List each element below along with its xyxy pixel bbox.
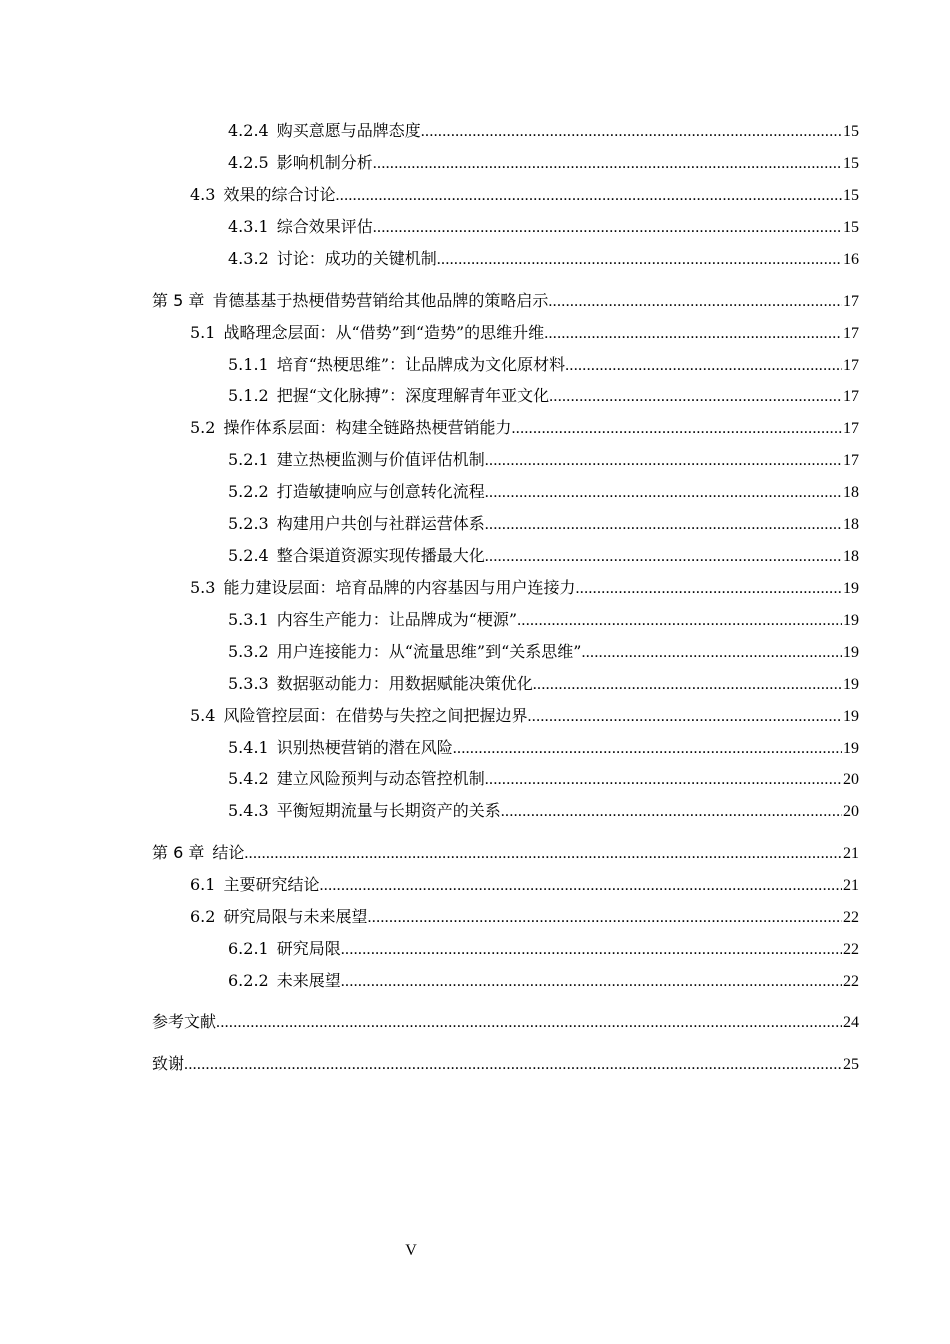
toc-entry-number: 5.2.1 [228,450,269,469]
toc-entry-page: 22 [843,973,859,990]
toc-dot-leader [373,152,842,175]
toc-entry-number: 5.2 [190,418,216,437]
toc-entry[interactable] [152,289,859,313]
toc-entry[interactable] [190,321,859,345]
toc-dot-leader [485,545,842,568]
toc-entry[interactable] [228,151,859,175]
toc-entry-title: 建立风险预判与动态管控机制 [276,769,485,788]
toc-entry-number: 4.3.2 [228,249,269,268]
toc-entry-page: 17 [843,452,859,469]
toc-entry-number: 5.4.1 [228,738,269,757]
toc-entry-title: 用户连接能力：从“流量思维”到“关系思维” [276,642,582,661]
toc-dot-leader [184,1053,842,1076]
toc-entry-page: 18 [843,484,859,501]
toc-entry-page: 20 [843,771,859,788]
toc-entry-number: 5.1.2 [228,386,269,405]
toc-entry[interactable] [228,767,859,791]
toc-dot-leader [437,248,842,271]
toc-entry-title: 内容生产能力：让品牌成为“梗源” [276,610,518,629]
toc-entry[interactable] [228,119,859,143]
toc-dot-leader [421,120,842,143]
toc-entry[interactable] [190,905,859,929]
toc-entry[interactable] [228,969,859,993]
page-number: V [405,1242,417,1259]
toc-entry-page: 15 [843,155,859,172]
toc-entry-number: 5.3.2 [228,642,269,661]
toc-entry-title: 操作体系层面：构建全链路热梗营销能力 [223,418,512,437]
toc-entry-page: 17 [843,325,859,342]
toc-entry-number: 4.3 [190,185,216,204]
toc-entry[interactable] [228,544,859,568]
toc-entry-title: 参考文献 [152,1012,217,1031]
toc-dot-leader [341,970,842,993]
toc-entry-number: 4.3.1 [228,217,269,236]
toc-dot-leader [373,216,842,239]
toc-entry-page: 18 [843,548,859,565]
toc-entry-title: 购买意愿与品牌态度 [276,121,421,140]
toc-dot-leader [575,577,842,600]
toc-dot-leader [341,938,842,961]
toc-entry[interactable] [228,799,859,823]
toc-entry-title: 战略理念层面：从“借势”到“造势”的思维升维 [223,323,545,342]
toc-entry-title: 把握“文化脉搏”：深度理解青年亚文化 [276,386,550,405]
toc-entry-page: 17 [843,420,859,437]
toc-entry-page: 17 [843,357,859,374]
toc-entry[interactable] [190,416,859,440]
toc-entry-title: 构建用户共创与社群运营体系 [276,514,485,533]
toc-entry[interactable] [228,384,859,408]
toc-entry[interactable] [228,448,859,472]
toc-entry[interactable] [190,873,859,897]
toc-entry[interactable] [228,672,859,696]
toc-entry-title: 主要研究结论 [223,875,320,894]
toc-entry-title: 效果的综合讨论 [223,185,336,204]
toc-entry[interactable] [228,608,859,632]
toc-entry-title: 肯德基基于热梗借势营销给其他品牌的策略启示 [212,291,549,310]
toc-entry-number: 6.2 [190,907,216,926]
toc-entry-title: 研究局限 [276,939,341,958]
toc-dot-leader [517,609,842,632]
toc-entry-page: 20 [843,803,859,820]
toc-entry-page: 22 [843,909,859,926]
toc-entry-page: 15 [843,219,859,236]
toc-entry-page: 22 [843,941,859,958]
toc-dot-leader [335,184,842,207]
toc-dot-leader [453,737,842,760]
toc-dot-leader [581,641,842,664]
toc-entry[interactable] [228,480,859,504]
toc-entry-page: 24 [843,1014,859,1031]
toc-dot-leader [544,322,842,345]
toc-entry-page: 19 [843,644,859,661]
toc-entry-number: 5.4.2 [228,769,269,788]
toc-dot-leader [485,513,842,536]
toc-entry[interactable] [152,1010,859,1034]
toc-dot-leader [511,417,842,440]
toc-entry-page: 18 [843,516,859,533]
toc-entry-page: 16 [843,251,859,268]
toc-dot-leader [367,906,842,929]
toc-entry-number: 4.2.4 [228,121,269,140]
toc-entry-title: 研究局限与未来展望 [223,907,368,926]
toc-entry-number: 5.2.3 [228,514,269,533]
toc-dot-leader [549,385,842,408]
toc-dot-leader [319,874,842,897]
toc-entry-number: 5.2.4 [228,546,269,565]
toc-dot-leader [485,768,842,791]
toc-entry[interactable] [228,353,859,377]
toc-entry-title: 识别热梗营销的潜在风险 [276,738,453,757]
toc-entry-page: 19 [843,580,859,597]
toc-entry-page: 15 [843,187,859,204]
toc-entry[interactable] [152,841,859,865]
toc-entry-page: 19 [843,740,859,757]
toc-entry-number: 第 5 章 [152,291,205,310]
toc-entry-title: 平衡短期流量与长期资产的关系 [276,801,501,820]
toc-entry-page: 25 [843,1056,859,1073]
toc-entry[interactable] [228,247,859,271]
toc-entry[interactable] [190,704,859,728]
toc-entry[interactable] [228,640,859,664]
toc-entry-title: 数据驱动能力：用数据赋能决策优化 [276,674,533,693]
toc-entry[interactable] [228,512,859,536]
toc-entry-title: 建立热梗监测与价值评估机制 [276,450,485,469]
toc-entry[interactable] [228,937,859,961]
toc-entry-number: 5.3 [190,578,216,597]
toc-dot-leader [565,354,842,377]
toc-entry-number: 5.4 [190,706,216,725]
toc-entry-title: 影响机制分析 [276,153,373,172]
toc-entry[interactable] [190,183,859,207]
toc-entry-page: 21 [843,877,859,894]
toc-entry-page: 17 [843,293,859,310]
toc-entry-number: 5.1 [190,323,216,342]
toc-dot-leader [485,449,842,472]
toc-entry-title: 整合渠道资源实现传播最大化 [276,546,485,565]
toc-entry-number: 6.2.1 [228,939,269,958]
toc-entry[interactable] [190,576,859,600]
toc-entry-title: 打造敏捷响应与创意转化流程 [276,482,485,501]
toc-dot-leader [527,705,842,728]
toc-entry-title: 未来展望 [276,971,341,990]
toc-entry[interactable] [152,1052,859,1076]
toc-entry-title: 风险管控层面：在借势与失控之间把握边界 [223,706,528,725]
toc-entry-number: 5.1.1 [228,355,269,374]
toc-entry-number: 4.2.5 [228,153,269,172]
toc-entry-page: 15 [843,123,859,140]
toc-dot-leader [244,842,842,865]
toc-entry-number: 5.4.3 [228,801,269,820]
toc-entry[interactable] [228,736,859,760]
toc-entry-number: 5.2.2 [228,482,269,501]
toc-entry-title: 致谢 [152,1054,185,1073]
toc-dot-leader [533,673,842,696]
toc-entry-page: 21 [843,845,859,862]
toc-dot-leader [216,1011,842,1034]
toc-entry[interactable] [228,215,859,239]
toc-entry-title: 能力建设层面：培育品牌的内容基因与用户连接力 [223,578,576,597]
toc-entry-title: 讨论：成功的关键机制 [276,249,437,268]
toc-entry-title: 结论 [212,843,245,862]
toc-entry-number: 6.1 [190,875,216,894]
toc-entry-page: 19 [843,612,859,629]
toc-dot-leader [548,290,842,313]
toc-entry-title: 培育“热梗思维”：让品牌成为文化原材料 [276,355,566,374]
toc-entry-page: 17 [843,388,859,405]
toc-entry-number: 6.2.2 [228,971,269,990]
toc-dot-leader [501,800,842,823]
toc-dot-leader [485,481,842,504]
toc-entry-number: 5.3.3 [228,674,269,693]
toc-entry-page: 19 [843,676,859,693]
toc-entry-number: 5.3.1 [228,610,269,629]
toc-entry-page: 19 [843,708,859,725]
toc-entry-title: 综合效果评估 [276,217,373,236]
toc-entry-number: 第 6 章 [152,843,205,862]
